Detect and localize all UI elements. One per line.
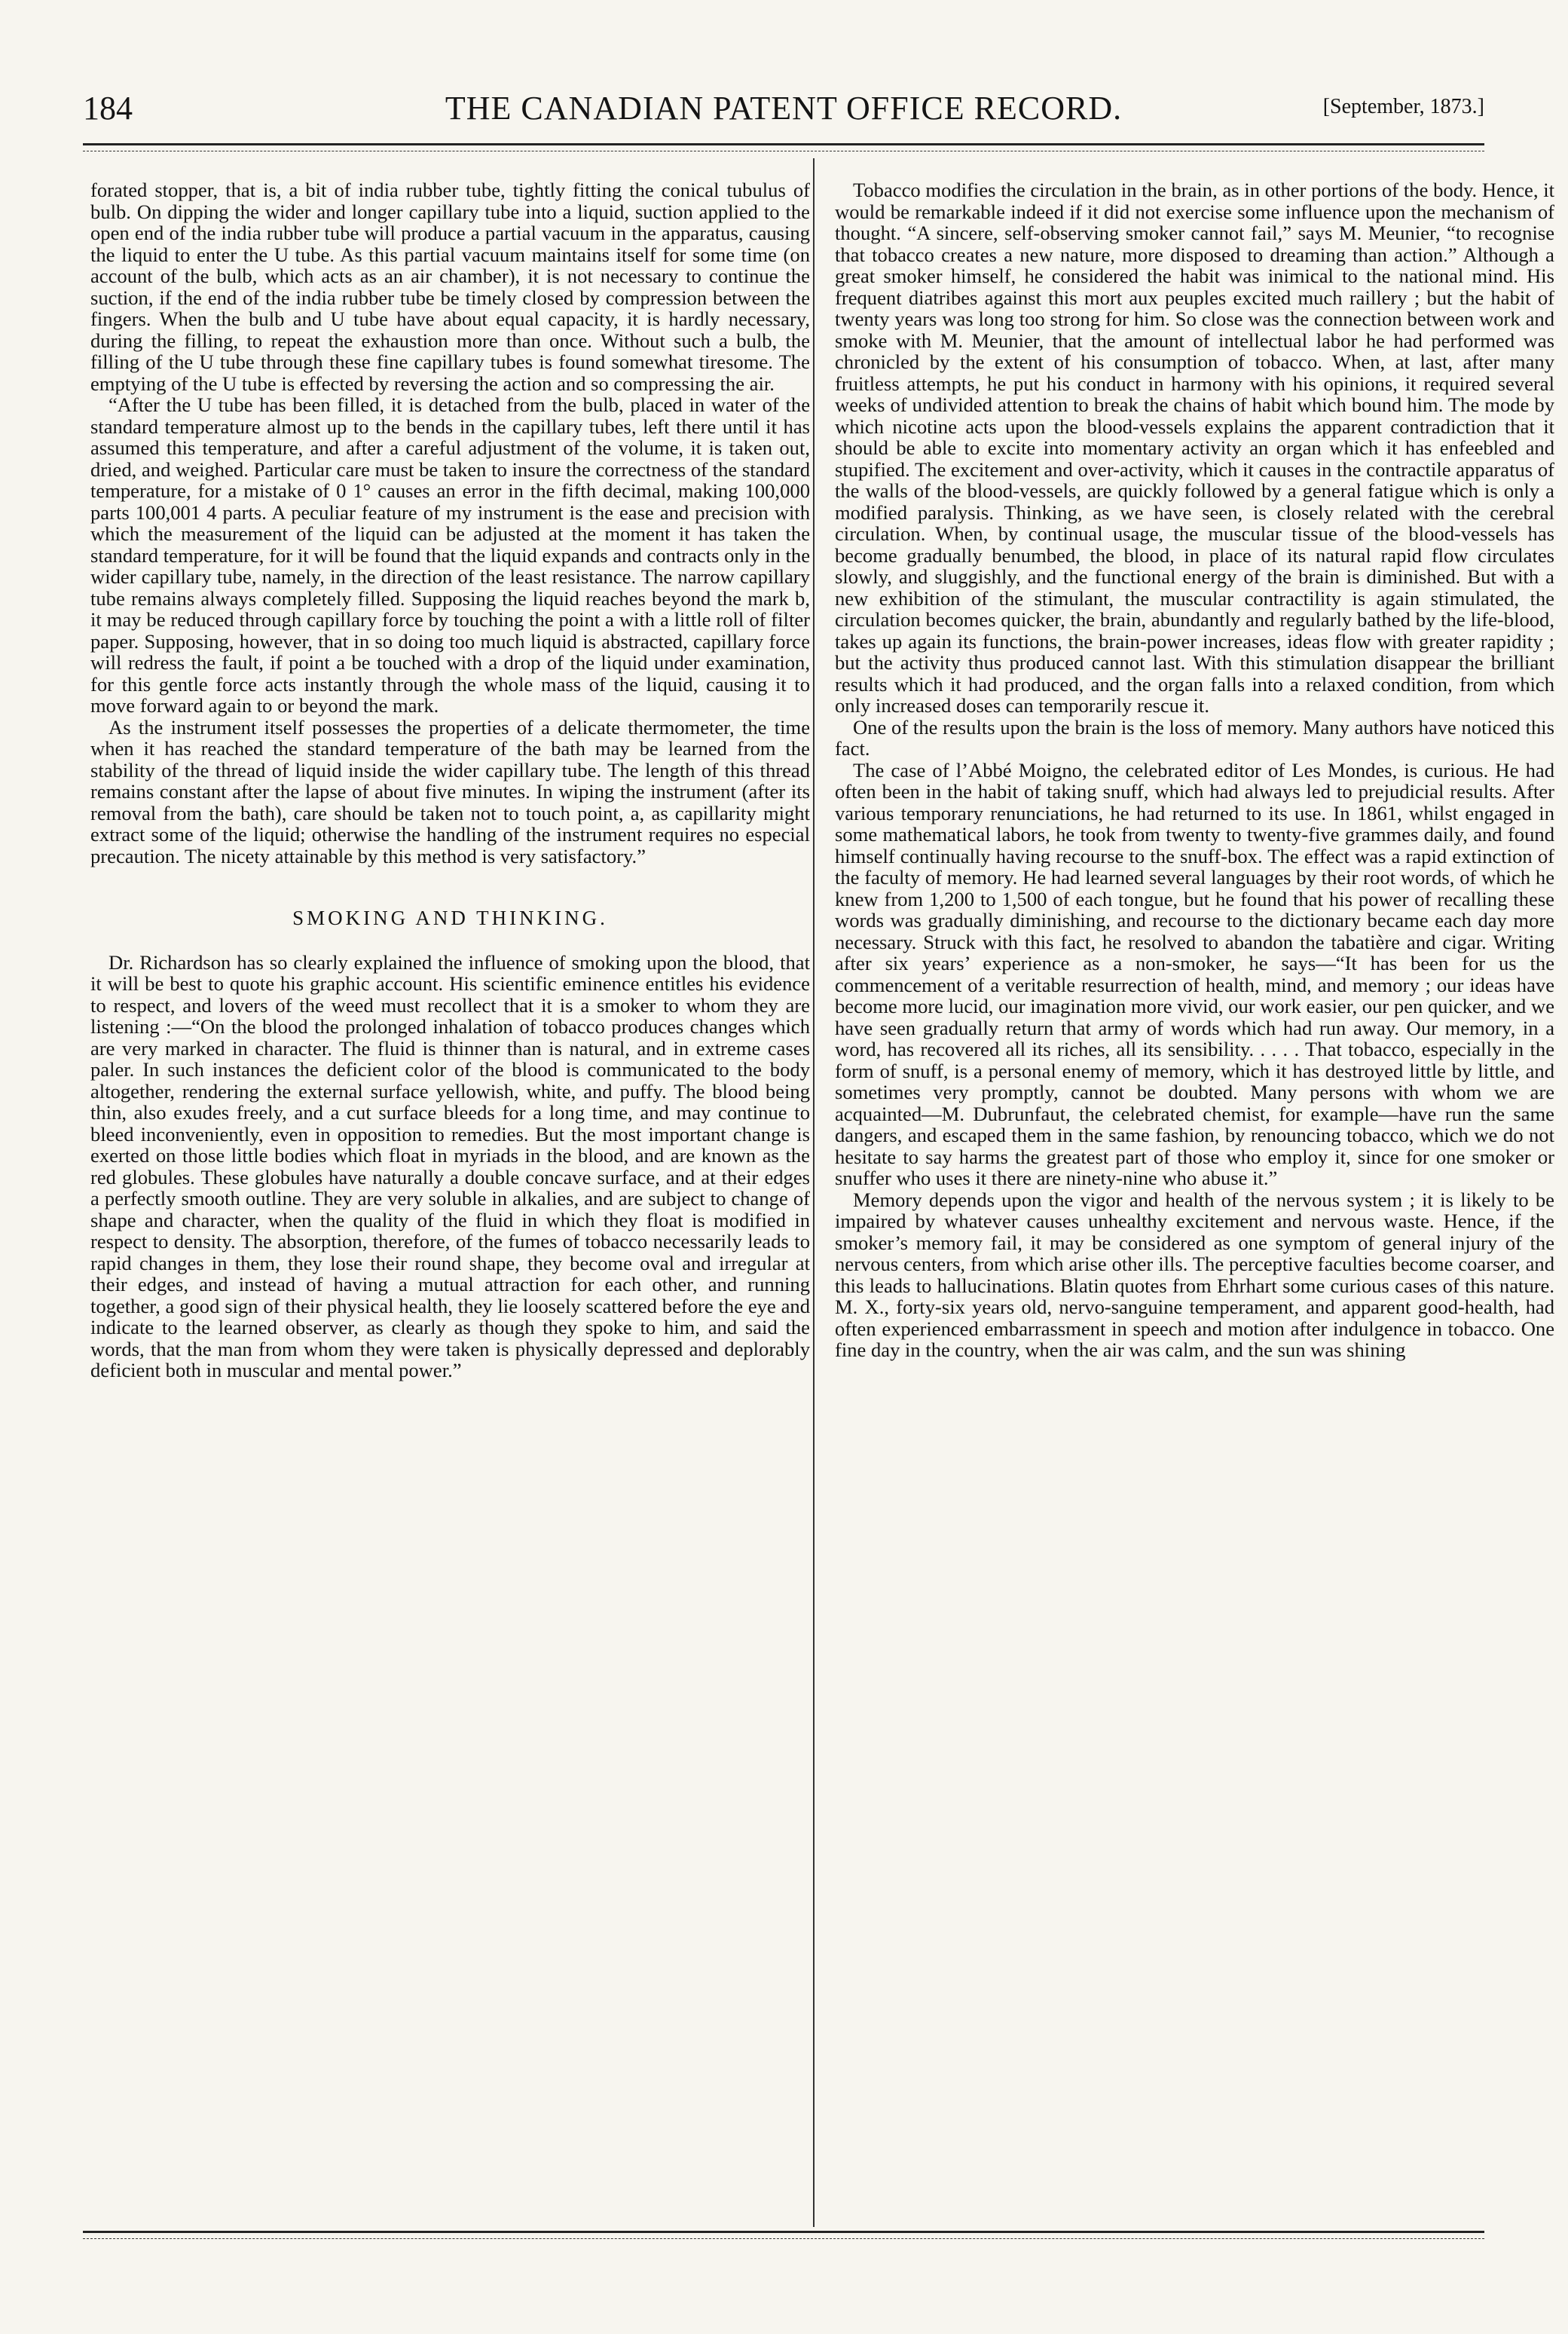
article-paragraph: Memory depends upon the vigor and health of the nervous system ; it is likely to be impaired by whatever causes unhealthy excitement and nervous waste. Hence, if the smoker’s memory fail, it may be considered as one symptom of general injury of the nervous centers, from which arise other ills. The perceptive faculties become coarser, and this leads to hallucinations. Blatin quotes from Ehrhart some curious cases of this nature. M. X., forty-six years old, nervo-sanguine temperament, and apparent good-health, had often experienced embarrassment in speech and motion after indulgence in tobacco. One fine day in the country, when the air was calm, and the sun was shining [835,1188,1554,1361]
article-paragraph: The case of l’Abbé Moigno, the celebrated editor of Les Mondes, is curious. He had often been in the habit of taking snuff, which had always led to prejudicial results. After various temporary renunciations, he had returned to its use. In 1861, whilst engaged in some mathematical labors, he took from twenty to twenty-five grammes daily, and found himself continually having recourse to the snuff-box. The effect was a rapid extinction of the faculty of memory. He had learned several languages by their root words, of which he knew from 1,200 to 1,500 of each tongue, but he found that his power of recalling these words was gradually diminishing, and recourse to the dictionary became each day more necessary. Struck with this fact, he resolved to abandon the tabatière and cigar. Writing after six years’ experience as a non-smoker, he says—“It has been for us the commencement of a veritable resurrection of health, mind, and memory ; our ideas have become more lucid, our imagination more vivid, our work easier, our pen quicker, and we have seen gradually return that army of words which had run away. Our memory, in a word, has recovered all its riches, all its sensibility. . . . . That tobacco, especially in the form of snuff, is a personal enemy of memory, which it has destroyed little by little, and sometimes very promptly, cannot be doubted. Many persons with whom we are acquainted—M. Dubrunfaut, the celebrated chemist, for example—have run the same dangers, and escaped them in the same fashion, by renouncing tobacco, which we do not hesitate to say harms the greatest part of those who employ it, since for one smoker or snuffer who uses it there are ninety-nine who abuse it.” [835,758,1554,1189]
bottom-rule [83,2231,1484,2233]
section-heading: SMOKING AND THINKING. [292,907,608,929]
article-paragraph: One of the results upon the brain is the loss of memory. Many authors have noticed this fact. [835,715,1554,760]
right-column [835,179,1554,2225]
page-number: 184 [83,90,133,127]
top-rule [83,143,1484,145]
article-paragraph: “After the U tube has been filled, it is detached from the bulb, placed in water of the standard temperature almost up to the bends in the capillary tubes, left there until it has assumed this temperature, and after a careful adjustment of the volume, it is taken out, dried, and weighed. Particular care must be taken to insure the correctness of the standard temperature, for a mistake of 0 1° causes an error in the fifth decimal, making 100,000 parts 100,001 4 parts. A peculiar feature of my instrument is the ease and precision with which the measurement of the liquid can be adjusted at the moment it has taken the standard temperature, for it will be found that the liquid expands and contracts only in the wider capillary tube, namely, in the direction of the least resistance. The narrow capillary tube remains always completely filled. Supposing the liquid reaches beyond the mark b, it may be reduced through capillary force by touching the point a with a little roll of filter paper. Supposing, however, that in so doing too much liquid is abstracted, capillary force will redress the fault, if point a be touched with a drop of the liquid under examination, for this gentle force acts instantly through the whole mass of the liquid, causing it to move forward again to or beyond the mark. [90,393,810,717]
article-paragraph: Dr. Richardson has so clearly explained the influence of smoking upon the blood, that it will be best to quote his graphic account. His scientific eminence entitles his evidence to respect, and lovers of the weed must recollect that it is a smoker to whom they are listening :—“On the blood the prolonged inhalation of tobacco produces changes which are very marked in character. The fluid is thinner than is natural, and in extreme cases paler. In such instances the deficient color of the blood is communicated to the body altogether, rendering the external surface yellowish, white, and puffy. The blood being thin, also exudes freely, and a cut surface bleeds for a long time, and may continue to bleed inconveniently, even in opposition to remedies. But the most important change is exerted on those little bodies which float in myriads in the blood, and are known as the red globules. These globules have naturally a double concave surface, and at their edges a perfectly smooth outline. They are very soluble in alkalies, and are subject to change of shape and character, when the quality of the fluid in which they float is modified in respect to density. The absorption, therefore, of the fumes of tobacco necessarily leads to rapid changes in them, they lose their round shape, they become oval and irregular at their edges, and instead of having a mutual attraction for each other, and running together, a good sign of their physical health, they lie loosely scattered before the eye and indicate to the learned observer, as clearly as though they spoke to him, and said the words, that the man from whom they were taken is physically depressed and deplorably deficient both in muscular and mental power.” [90,950,810,1381]
journal-title: THE CANADIAN PATENT OFFICE RECORD. [445,90,1123,127]
page-header [83,89,1484,142]
left-column [90,179,810,2225]
bottom-dashed-rule [83,2238,1484,2239]
issue-date: [September, 1873.] [1322,95,1484,118]
article-paragraph: As the instrument itself possesses the properties of a delicate thermometer, the time when it has reached the standard temperature of the bath may be learned from the stability of the thread of liquid inside the wider capillary tube. The length of this thread remains constant after the lapse of about five minutes. In wiping the instrument (after its removal from the bath), care should be taken not to touch point, a, as capillarity might extract some of the liquid; otherwise the handling of the instrument requires no especial precaution. The nicety attainable by this method is very satisfactory.” [90,715,810,867]
column-divider [813,158,815,2227]
article-paragraph: Tobacco modifies the circulation in the brain, as in other portions of the body. Hence, it would be remarkable indeed if it did not exercise some influence upon the mechanism of thought. “A sincere, self-observing smoker cannot fail,” says M. Meunier, “to recognise that tobacco creates a new nature, more disposed to dreaming than action.” Although a great smoker himself, he considered the habit was inimical to the national mind. His frequent diatribes against this mort aux peuples excited much raillery ; but the habit of twenty years was long too strong for him. So close was the connection between work and smoke with M. Meunier, that the amount of intellectual labor he had performed was chronicled by the extent of his consumption of tobacco. When, at last, after many fruitless attempts, he put his conduct in harmony with his opinions, it required several weeks of undivided attention to break the chains of habit which bound him. The mode by which nicotine acts upon the blood-vessels explains the apparent contradiction that it should be able to excite into momentary activity an organ which it has enfeebled and stupified. The excitement and over-activity, which it causes in the contractile apparatus of the walls of the blood-vessels, are quickly followed by a general fatigue which is only a modified paralysis. Thinking, as we have seen, is closely related with the cerebral circulation. When, by continual usage, the muscular tissue of the blood-vessels has become gradually benumbed, the blood, in place of its natural rapid flow circulates slowly, and sluggishly, and the functional energy of the brain is diminished. But with a new exhibition of the stimulant, the muscular contractility is again stimulated, the circulation becomes quicker, the brain, abundantly and regularly bathed by the life-blood, takes up again its functions, the brain-power increases, ideas flow with greater rapidity ; but the activity thus produced cannot last. With this stimulation disappear the brilliant results which it had produced, and the organ falls into a relaxed condition, from which only increased doses can temporarily rescue it. [835,179,1554,717]
article-paragraph: forated stopper, that is, a bit of india rubber tube, tightly fitting the conical tubulus of bulb. On dipping the wider and longer capillary tube into a liquid, suction applied to the open end of the india rubber tube will produce a partial vacuum in the apparatus, causing the liquid to enter the U tube. As this partial vacuum maintains itself for some time (on account of the bulb, which acts as an air chamber), it is not necessary to continue the suction, if the end of the india rubber tube be timely closed by compression between the fingers. When the bulb and U tube have about equal capacity, it is hardly necessary, during the filling, to repeat the exhaustion more than once. Without such a bulb, the filling of the U tube through these fine capillary tubes is found somewhat tiresome. The emptying of the U tube is effected by reversing the action and so compressing the air. [90,179,810,395]
